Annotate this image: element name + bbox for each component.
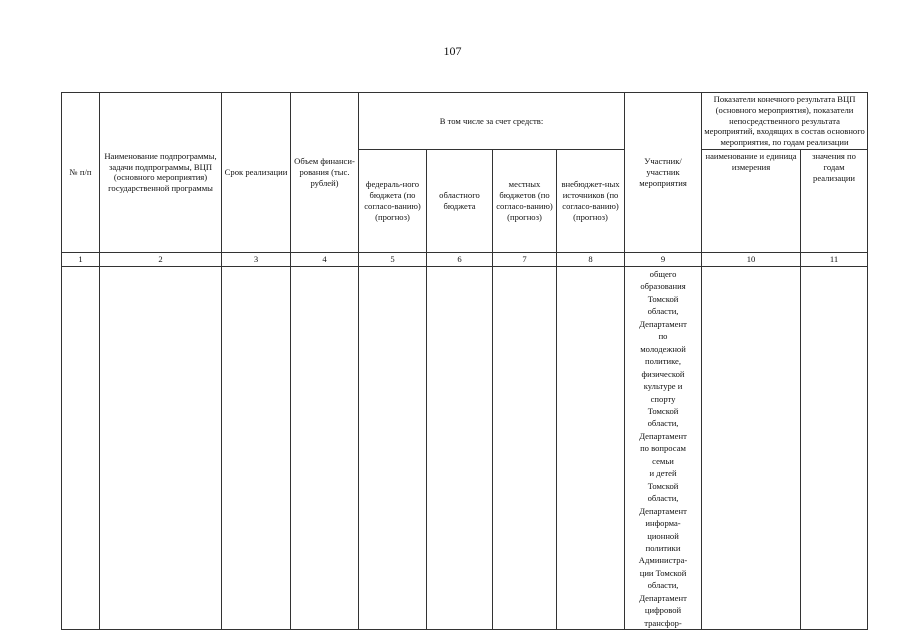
column-number: 8 (557, 252, 625, 266)
header-regional: областного бюджета (427, 149, 493, 252)
column-number: 4 (291, 252, 359, 266)
column-number: 6 (427, 252, 493, 266)
cell-num (62, 266, 100, 629)
header-row-1 (62, 93, 868, 150)
header-local: местных бюджетов (по согласо-ванию) (прогноз) (493, 149, 557, 252)
header-indicator-name: наименование и единица измерения (702, 149, 801, 252)
header-extra: внебюджет-ных источников (по согласо-ванию) (прогноз) (557, 149, 625, 252)
cell-federal (359, 266, 427, 629)
column-number: 10 (702, 252, 801, 266)
header-term: Срок реализации (222, 93, 291, 253)
header-num: № п/п (62, 93, 100, 253)
column-numbers-row (62, 252, 868, 266)
program-table (61, 92, 868, 630)
header-federal: федераль-ного бюджета (по согласо-ванию) (прогноз) (359, 149, 427, 252)
participant-text: общего образования Томской области, Департамент по молодежной политике, физической культуре и спорту Томской области, Департамент по вопросам семьи и детей Томской области, Департамент информа- ционной политики Администра- ции Томской области, Департамент цифровой трансфор- (638, 268, 688, 628)
cell-indicator-name (702, 266, 801, 629)
cell-participant (625, 266, 702, 629)
header-name: Наименование подпрограммы, задачи подпрограммы, ВЦП (основного мероприятия) государственной программы (100, 93, 222, 253)
header-indicators-group: Показатели конечного результата ВЦП (основного мероприятия), показатели непосредственного результата мероприятий, входящих в состав основного мероприятия, по годам реализации (702, 93, 868, 150)
column-number: 3 (222, 252, 291, 266)
cell-regional (427, 266, 493, 629)
cell-term (222, 266, 291, 629)
cell-extra (557, 266, 625, 629)
column-number: 7 (493, 252, 557, 266)
header-funding-group: В том числе за счет средств: (359, 93, 625, 150)
column-number: 1 (62, 252, 100, 266)
cell-local (493, 266, 557, 629)
page-number: 107 (443, 44, 462, 58)
table-row (62, 266, 868, 629)
cell-name (100, 266, 222, 629)
header-volume: Объем финанси-рования (тыс. рублей) (291, 93, 359, 253)
column-number: 5 (359, 252, 427, 266)
header-participant: Участник/ участник мероприятия (625, 93, 702, 253)
header-indicator-values: значения по годам реализации (801, 149, 868, 252)
column-number: 9 (625, 252, 702, 266)
column-number: 2 (100, 252, 222, 266)
cell-indicator-values (801, 266, 868, 629)
column-number: 11 (801, 252, 868, 266)
cell-volume (291, 266, 359, 629)
